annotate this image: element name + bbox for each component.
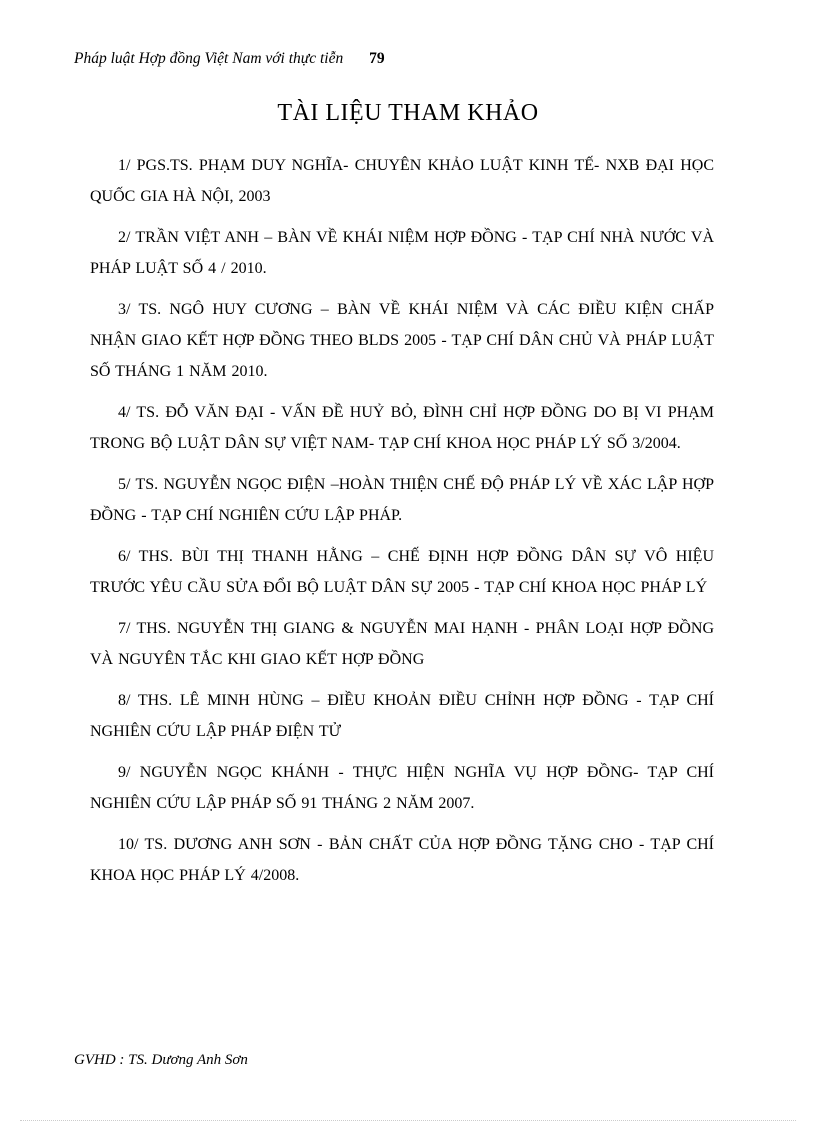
- page-footer-advisor: GVHD : TS. Dương Anh Sơn: [74, 1052, 248, 1068]
- section-title: TÀI LIỆU THAM KHẢO: [277, 100, 539, 126]
- reference-item: 10/ TS. DƯƠNG ANH SƠN - BẢN CHẤT CỦA HỢP ĐỒNG TẶNG CHO - TẠP CHÍ KHOA HỌC PHÁP LÝ 4/2008.: [90, 836, 714, 884]
- reference-item: 7/ THS. NGUYỄN THỊ GIANG & NGUYỄN MAI HẠNH - PHÂN LOẠI HỢP ĐỒNG VÀ NGUYÊN TẮC KHI GIAO KẾT HỢP ĐỒNG: [90, 620, 714, 668]
- book-title: Pháp luật Hợp đồng Việt Nam với thực tiễn: [74, 50, 344, 67]
- reference-item: 5/ TS. NGUYỄN NGỌC ĐIỆN –HOÀN THIỆN CHẾ ĐỘ PHÁP LÝ VỀ XÁC LẬP HỢP ĐỒNG - TẠP CHÍ NGHIÊN CỨU LẬP PHÁP.: [90, 476, 714, 524]
- reference-item: 4/ TS. ĐỖ VĂN ĐẠI - VẤN ĐỀ HUỶ BỎ, ĐÌNH CHỈ HỢP ĐỒNG DO BỊ VI PHẠM TRONG BỘ LUẬT DÂN SỰ VIỆT NAM- TẠP CHÍ KHOA HỌC PHÁP LÝ SỐ 3/2004.: [90, 404, 714, 452]
- reference-item: 6/ THS. BÙI THỊ THANH HẰNG – CHẾ ĐỊNH HỢP ĐỒNG DÂN SỰ VÔ HIỆU TRƯỚC YÊU CẦU SỬA ĐỔI BỘ LUẬT DÂN SỰ 2005 - TẠP CHÍ KHOA HỌC PHÁP LÝ: [90, 548, 714, 596]
- footer-divider: [20, 1120, 796, 1121]
- page-header: [74, 50, 385, 68]
- reference-item: 8/ THS. LÊ MINH HÙNG – ĐIỀU KHOẢN ĐIỀU CHỈNH HỢP ĐỒNG - TẠP CHÍ NGHIÊN CỨU LẬP PHÁP ĐIỆN TỬ: [90, 692, 714, 740]
- reference-item: 3/ TS. NGÔ HUY CƯƠNG – BÀN VỀ KHÁI NIỆM VÀ CÁC ĐIỀU KIỆN CHẤP NHẬN GIAO KẾT HỢP ĐỒNG THEO BLDS 2005 - TẠP CHÍ DÂN CHỦ VÀ PHÁP LUẬT SỐ THÁNG 1 NĂM 2010.: [90, 301, 714, 380]
- page-number: 79: [369, 50, 385, 67]
- reference-item: 9/ NGUYỄN NGỌC KHÁNH - THỰC HIỆN NGHĨA VỤ HỢP ĐỒNG- TẠP CHÍ NGHIÊN CỨU LẬP PHÁP SỐ 91 THÁNG 2 NĂM 2007.: [90, 764, 714, 812]
- reference-list: [90, 150, 714, 901]
- reference-item: 1/ PGS.TS. PHẠM DUY NGHĨA- CHUYÊN KHẢO LUẬT KINH TẾ- NXB ĐẠI HỌC QUỐC GIA HÀ NỘI, 2003: [90, 157, 714, 205]
- reference-item: 2/ TRẦN VIỆT ANH – BÀN VỀ KHÁI NIỆM HỢP ĐỒNG - TẠP CHÍ NHÀ NƯỚC VÀ PHÁP LUẬT SỐ 4 / 2010.: [90, 229, 714, 277]
